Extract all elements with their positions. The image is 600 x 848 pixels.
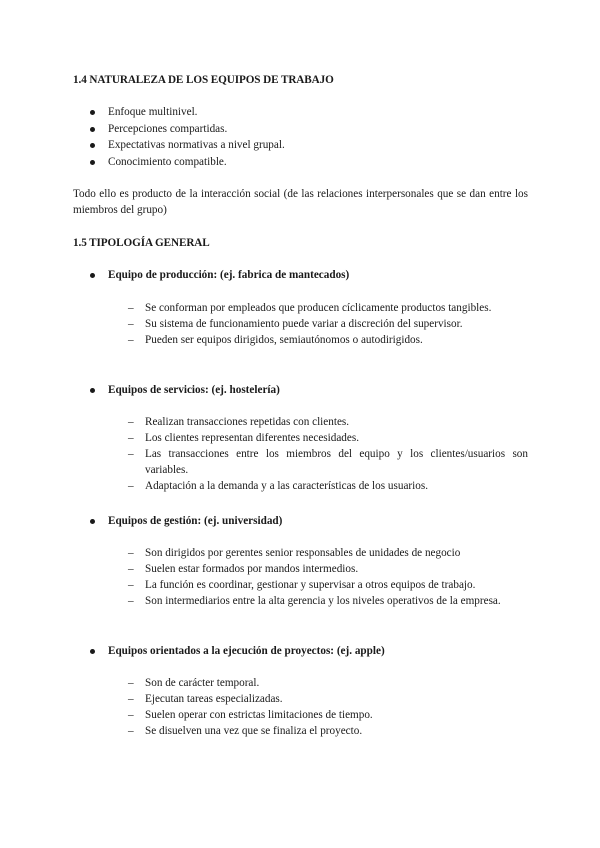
dash-icon: – bbox=[128, 416, 134, 428]
dash-icon: – bbox=[128, 709, 134, 721]
dash-icon: – bbox=[128, 480, 134, 492]
bullet-dot-icon bbox=[90, 273, 95, 278]
list-item: – Su sistema de funcionamiento puede variar a discreción del supervisor. bbox=[128, 318, 463, 330]
list-item: – Suelen estar formados por mandos intermedios. bbox=[128, 563, 359, 575]
list-item: – Las transacciones entre los miembros del equipo y los clientes/usuarios son variables. bbox=[128, 448, 528, 476]
list-item: – Suelen operar con estrictas limitaciones de tiempo. bbox=[128, 709, 373, 721]
dash-icon: – bbox=[128, 595, 134, 607]
list-item: Enfoque multinivel. bbox=[90, 104, 530, 121]
section-1-4-title: 1.4 NATURALEZA DE LOS EQUIPOS DE TRABAJO bbox=[73, 74, 334, 86]
section-1-4-bullet-list bbox=[90, 104, 530, 170]
type-list-servicios bbox=[128, 414, 528, 494]
dash-icon: – bbox=[128, 563, 134, 575]
list-item: – Realizan transacciones repetidas con clientes. bbox=[128, 416, 350, 428]
bullet-dot-icon bbox=[90, 127, 95, 132]
list-item: – Se disuelven una vez que se finaliza el proyecto. bbox=[128, 725, 363, 737]
list-item: – Ejecutan tareas especializadas. bbox=[128, 693, 283, 705]
dash-icon: – bbox=[128, 677, 134, 689]
type-heading-servicios: Equipos de servicios: (ej. hostelería) bbox=[90, 382, 548, 398]
list-item: Expectativas normativas a nivel grupal. bbox=[90, 137, 530, 154]
bullet-dot-icon bbox=[90, 160, 95, 165]
bullet-dot-icon bbox=[90, 110, 95, 115]
dash-icon: – bbox=[128, 432, 134, 444]
dash-icon: – bbox=[128, 302, 134, 314]
bullet-dot-icon bbox=[90, 143, 95, 148]
list-item: – Son de carácter temporal. bbox=[128, 677, 260, 689]
section-1-5-title: 1.5 TIPOLOGÍA GENERAL bbox=[73, 237, 210, 249]
bullet-dot-icon bbox=[90, 519, 95, 524]
list-item: – Son intermediarios entre la alta gerencia y los niveles operativos de la empresa. bbox=[128, 595, 501, 607]
list-item: – Son dirigidos por gerentes senior responsables de unidades de negocio bbox=[128, 547, 461, 559]
dash-icon: – bbox=[128, 448, 134, 460]
type-heading-produccion: Equipo de producción: (ej. fabrica de mantecados) bbox=[90, 267, 548, 283]
dash-icon: – bbox=[128, 693, 134, 705]
bullet-dot-icon bbox=[90, 388, 95, 393]
list-item: – Pueden ser equipos dirigidos, semiautónomos o autodirigidos. bbox=[128, 334, 423, 346]
dash-icon: – bbox=[128, 579, 134, 591]
section-1-4-paragraph: Todo ello es producto de la interacción social (de las relaciones interpersonales que se dan entre los miembros del grupo) bbox=[73, 188, 528, 216]
bullet-dot-icon bbox=[90, 649, 95, 654]
list-item: – Se conforman por empleados que producen cíclicamente productos tangibles. bbox=[128, 302, 492, 314]
dash-icon: – bbox=[128, 725, 134, 737]
type-list-proyectos bbox=[128, 675, 528, 739]
type-heading-gestion: Equipos de gestión: (ej. universidad) bbox=[90, 513, 548, 529]
list-item: – Adaptación a la demanda y a las características de los usuarios. bbox=[128, 480, 428, 492]
type-list-produccion bbox=[128, 300, 528, 348]
type-heading-proyectos: Equipos orientados a la ejecución de proyectos: (ej. apple) bbox=[90, 643, 548, 659]
type-list-gestion bbox=[128, 545, 528, 609]
dash-icon: – bbox=[128, 334, 134, 346]
dash-icon: – bbox=[128, 547, 134, 559]
list-item: Percepciones compartidas. bbox=[90, 121, 530, 138]
list-item: – La función es coordinar, gestionar y supervisar a otros equipos de trabajo. bbox=[128, 579, 476, 591]
list-item: – Los clientes representan diferentes necesidades. bbox=[128, 432, 360, 444]
dash-icon: – bbox=[128, 318, 134, 330]
list-item: Conocimiento compatible. bbox=[90, 154, 530, 171]
